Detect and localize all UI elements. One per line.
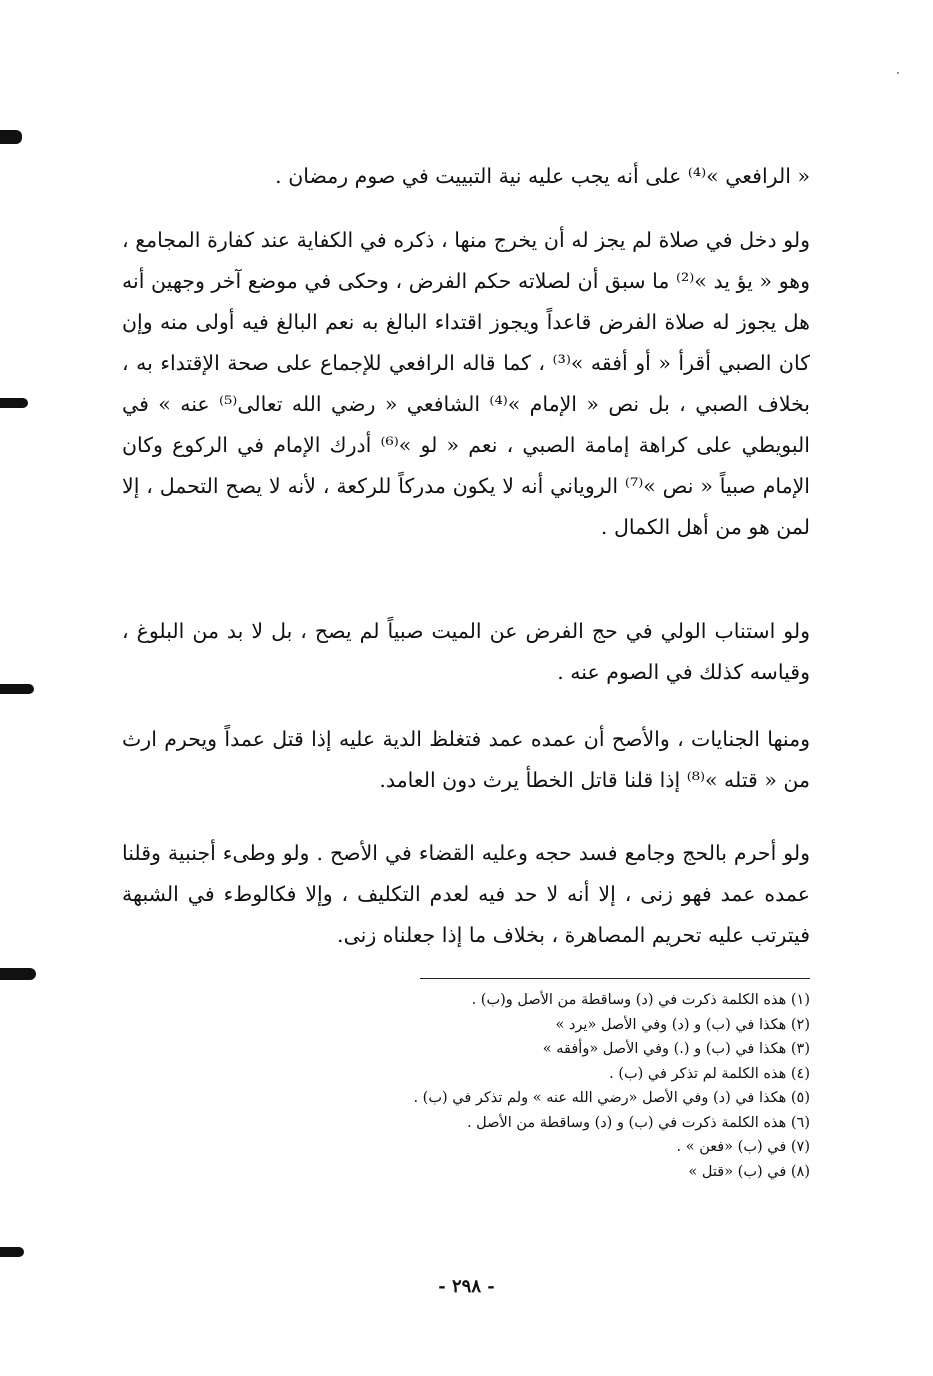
footnote: (٢) هكذا في (ب) و (د) وفي الأصل «يرد » xyxy=(555,1016,810,1033)
paragraph-2 xyxy=(115,220,811,548)
footnote: (١) هذه الكلمة ذكرت في (د) وساقطة من الأصل و(ب) . xyxy=(471,992,810,1008)
footnote: (٤) هذه الكلمة لم تذكر في (ب) . xyxy=(609,1065,810,1082)
paragraph-3 xyxy=(115,611,810,693)
page-number: - ٢٩٨ - xyxy=(438,1276,495,1297)
binding-mark xyxy=(0,968,36,980)
footnote: (٧) في (ب) «فعن » . xyxy=(676,1139,810,1155)
binding-mark xyxy=(0,1247,24,1257)
paragraph-text: ولو دخل في صلاة لم يجز له أن يخرج منها ، ذكره في الكفاية عند كفارة المجامع ، وهو « يؤ يد »⁽²⁾ ما سبق أن لصلاته حكم الفرض ، وحكى في موضع آخر وجهين أنه هل يجوز له صلاة الفرض قاعداً ويجوز اقتداء البالغ به نعم البالغ فيه أولى منه وإن كان الصبي أقرأ « أو أفقه »⁽³⁾ ، كما قاله الرافعي للإجماع على صحة الإقتداء به ، بخلاف الصبي ، بل نص « الإمام »⁽⁴⁾ الشافعي « رضي الله تعالى⁽⁵⁾ عنه » في البويطي على كراهة إمامة الصبي ، نعم « لو »⁽⁶⁾ أدرك الإمام في الركوع وكان الإمام صبياً « نص »⁽⁷⁾ الروياني أنه لا يكون مدركاً للركعة ، لأنه لا يصح التحمل ، إلا لمن هو من أهل الكمال . xyxy=(115,228,811,539)
scan-speck xyxy=(897,72,899,74)
paragraph-5 xyxy=(115,833,810,956)
footnote: (٦) هذه الكلمة ذكرت في (ب) و (د) وساقطة من الأصل . xyxy=(466,1114,810,1131)
paragraph-text: ولو استناب الولي في حج الفرض عن الميت صبياً لم يصح ، بل لا بد من البلوغ ، وقياسه كذلك في الصوم عنه . xyxy=(115,619,810,684)
binding-mark xyxy=(0,684,34,694)
paragraph-text: ولو أحرم بالحج وجامع فسد حجه وعليه القضاء في الأصح . ولو وطىء أجنبية وقلنا عمده عمد فهو زنى ، إلا أنه لا حد فيه لعدم التكليف ، وإلا فكالوطء في الشبهة فيترتب عليه تحريم المصاهرة ، بخلاف ما إذا جعلناه زنى. xyxy=(115,841,810,947)
paragraph-text: « الرافعي »⁽⁴⁾ على أنه يجب عليه نية التبييت في صوم رمضان . xyxy=(275,164,810,188)
footnote: (٣) هكذا في (ب) و (.) وفي الأصل «وأفقه » xyxy=(542,1041,810,1057)
binding-mark xyxy=(0,398,28,408)
paragraph-4 xyxy=(115,719,810,801)
paragraph-1 xyxy=(122,156,810,197)
footnote: (٥) هكذا في (د) وفي الأصل «رضي الله عنه » ولم تذكر في (ب) . xyxy=(413,1090,810,1106)
footnote-divider xyxy=(420,978,810,979)
paragraph-text: ومنها الجنايات ، والأصح أن عمده عمد فتغلظ الدية عليه إذا قتل عمداً ويحرم ارث من « قتله »⁽⁸⁾ إذا قلنا قاتل الخطأ يرث دون العامد. xyxy=(115,727,810,792)
footnote: (٨) في (ب) «قتل » xyxy=(688,1163,810,1180)
binding-mark xyxy=(0,130,22,144)
footnotes-list xyxy=(210,988,810,1184)
